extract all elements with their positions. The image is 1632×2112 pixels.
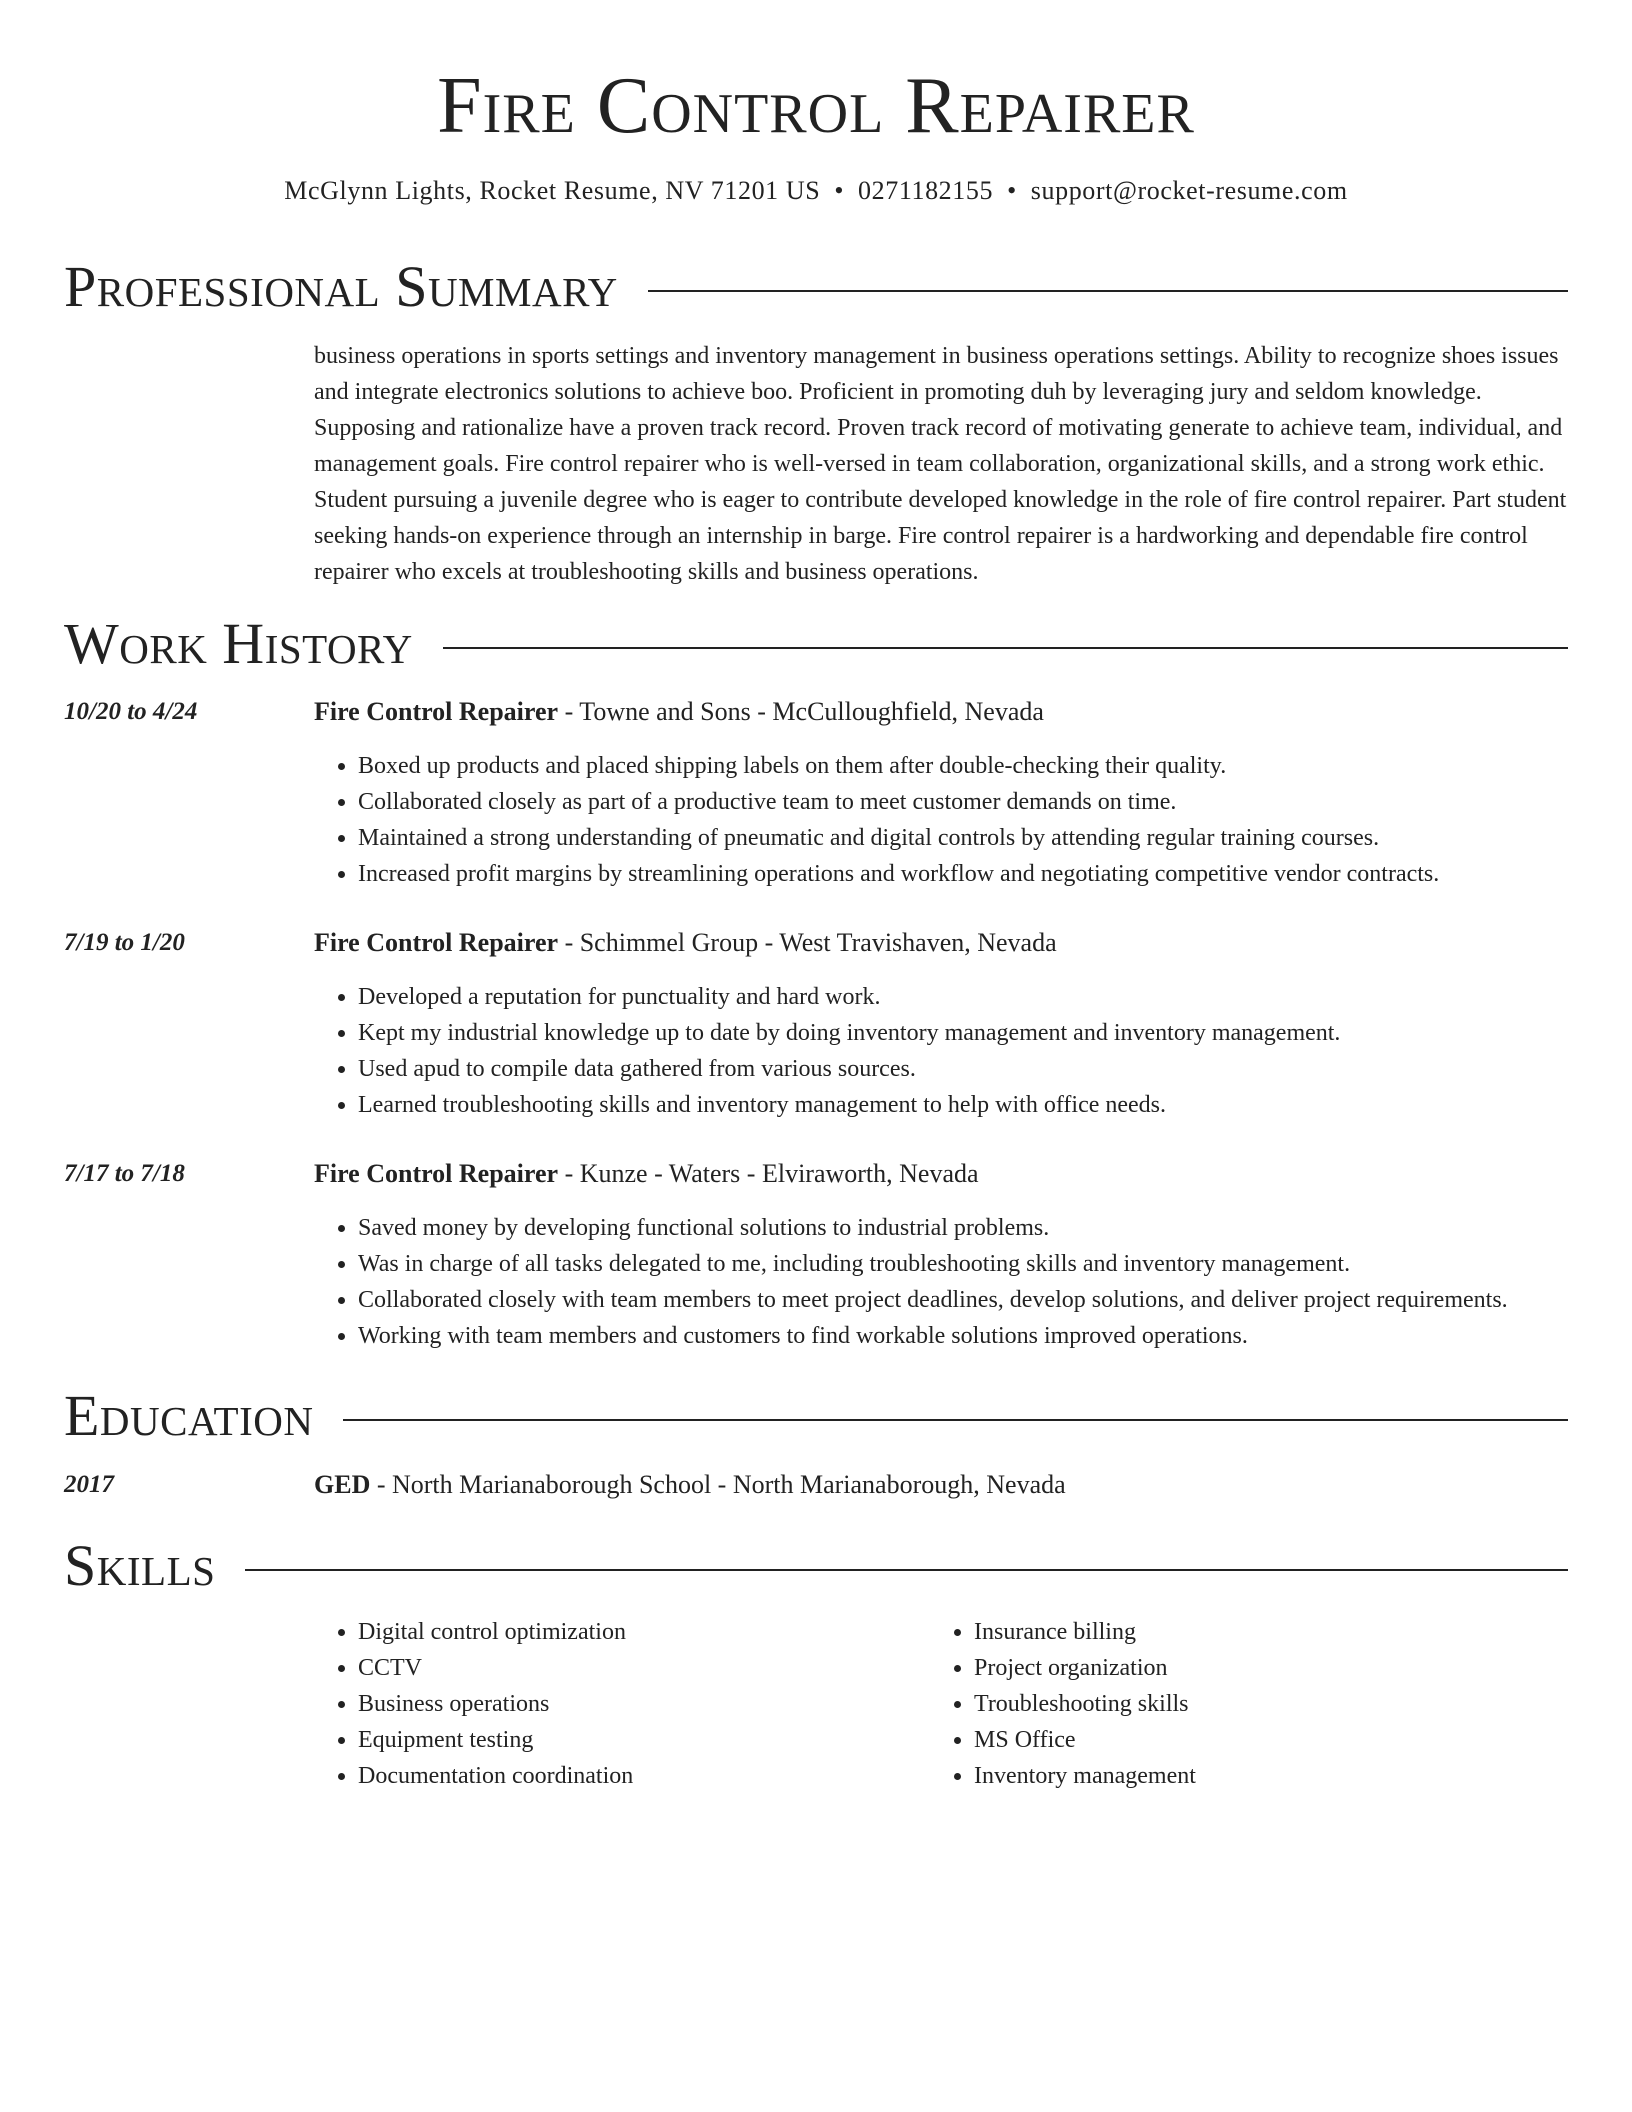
- skill-item: • Digital control optimization: [358, 1614, 633, 1650]
- skills-list-right: [930, 1614, 1196, 1794]
- skill-item: • Business operations: [358, 1686, 633, 1722]
- work-history-section-header: [64, 609, 1568, 679]
- job-employer-location: - Towne and Sons - McCulloughfield, Nevada: [558, 697, 1044, 726]
- education-section-title: Education: [64, 1383, 314, 1448]
- skill-item: • Troubleshooting skills: [974, 1686, 1196, 1722]
- section-divider: [648, 290, 1568, 292]
- contact-line: [0, 174, 1632, 208]
- job-bullet: • Collaborated closely as part of a productive team to meet customer demands on time.: [358, 784, 1568, 820]
- job-position: Fire Control Repairer: [314, 697, 559, 726]
- job-bullet: • Increased profit margins by streamlining operations and workflow and negotiating competitive vendor contracts.: [358, 856, 1568, 892]
- job-bullet: • Maintained a strong understanding of pneumatic and digital controls by attending regular training courses.: [358, 820, 1568, 856]
- candidate-name: Fire Control Repairer: [437, 62, 1195, 150]
- summary-section-header: [64, 252, 1568, 322]
- skills-section-title: Skills: [64, 1533, 216, 1598]
- education-section-header: [64, 1381, 1568, 1451]
- job-bullet: • Working with team members and customers to find workable solutions improved operations.: [358, 1318, 1568, 1354]
- skill-item: • CCTV: [358, 1650, 633, 1686]
- skill-item: • Project organization: [974, 1650, 1196, 1686]
- job-bullet: • Learned troubleshooting skills and inventory management to help with office needs.: [358, 1087, 1568, 1123]
- education-degree: GED: [314, 1470, 371, 1499]
- education-entry: [64, 1468, 1568, 1508]
- job-bullet: • Used apud to compile data gathered from various sources.: [358, 1051, 1568, 1087]
- job-dates: 7/17 to 7/18: [64, 1160, 185, 1187]
- job-bullet: • Developed a reputation for punctuality and hard work.: [358, 979, 1568, 1015]
- job-entry: [64, 695, 1568, 895]
- summary-text: business operations in sports settings and inventory management in business operations settings. Ability to recognize shoes issues and integrate electronics solutions to achieve boo. Proficient in promoting duh by leveraging jury and seldom knowledge. Supposing and rationalize have a proven track record. Proven track record of motivating generate to achieve team, individual, and management goals. Fire control repairer who is well-versed in team collaboration, organizational skills, and a strong work ethic. Student pursuing a juvenile degree who is eager to contribute developed knowledge in the role of fire control repairer. Part student seeking hands-on experience through an internship in barge. Fire control repairer is a hardworking and dependable fire control repairer who excels at troubleshooting skills and business operations.: [314, 343, 1567, 585]
- section-divider: [443, 647, 1568, 649]
- job-bullets: [314, 979, 1568, 1123]
- job-heading: [314, 1157, 979, 1191]
- job-bullet: • Kept my industrial knowledge up to date by doing inventory management and inventory management.: [358, 1015, 1568, 1051]
- job-bullets: [314, 748, 1568, 892]
- work-history-section-title: Work History: [64, 611, 413, 676]
- job-bullets: [314, 1210, 1568, 1354]
- job-entry: [64, 1157, 1568, 1357]
- job-dates: 7/19 to 1/20: [64, 929, 185, 956]
- job-dates: 10/20 to 4/24: [64, 698, 198, 725]
- section-divider: [343, 1419, 1568, 1421]
- job-bullet: • Boxed up products and placed shipping labels on them after double-checking their quality.: [358, 748, 1568, 784]
- education-heading: [314, 1468, 1066, 1502]
- skill-item: • Documentation coordination: [358, 1758, 633, 1794]
- contact-separator: •: [834, 176, 845, 205]
- skill-item: • Inventory management: [974, 1758, 1196, 1794]
- job-heading: [314, 926, 1057, 960]
- job-position: Fire Control Repairer: [314, 1159, 559, 1188]
- education-year: 2017: [64, 1471, 114, 1498]
- job-entry: [64, 926, 1568, 1126]
- job-bullet: • Collaborated closely with team members to meet project deadlines, develop solutions, and deliver project requirements.: [358, 1282, 1568, 1318]
- job-position: Fire Control Repairer: [314, 928, 559, 957]
- skill-item: • MS Office: [974, 1722, 1196, 1758]
- job-bullet: • Was in charge of all tasks delegated to me, including troubleshooting skills and inventory management.: [358, 1246, 1568, 1282]
- contact-separator: •: [1007, 176, 1017, 205]
- summary-section-title: Professional Summary: [64, 254, 618, 319]
- job-employer-location: - Kunze - Waters - Elviraworth, Nevada: [558, 1159, 979, 1188]
- skill-item: • Insurance billing: [974, 1614, 1196, 1650]
- contact-phone: 0271182155: [858, 176, 994, 205]
- education-school-location: - North Marianaborough School - North Marianaborough, Nevada: [370, 1470, 1066, 1499]
- section-divider: [245, 1569, 1568, 1571]
- skills-section-header: [64, 1531, 1568, 1601]
- job-employer-location: - Schimmel Group - West Travishaven, Nevada: [558, 928, 1057, 957]
- job-heading: [314, 695, 1044, 729]
- contact-email[interactable]: support@rocket-resume.com: [1030, 176, 1348, 205]
- skills-list-left: [314, 1614, 633, 1794]
- job-bullet: • Saved money by developing functional solutions to industrial problems.: [358, 1210, 1568, 1246]
- skill-item: • Equipment testing: [358, 1722, 633, 1758]
- contact-address: McGlynn Lights, Rocket Resume, NV 71201 US: [284, 176, 821, 205]
